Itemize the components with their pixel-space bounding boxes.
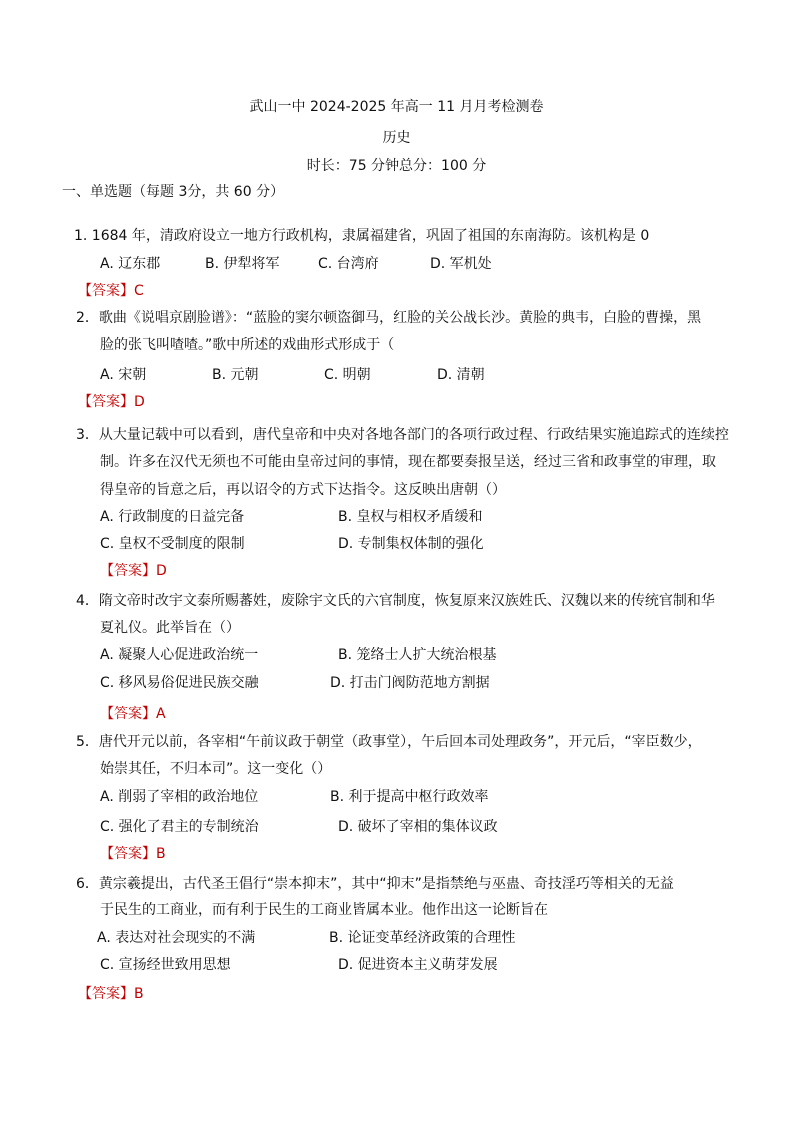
answer-line [100,561,167,581]
answer-value: C [134,283,144,299]
question-stem-line: 2．歌曲《说唱京剧脸谱》：“蓝脸的窦尔顿盗御马，红脸的关公战长沙。黄脸的典韦，白脸的曹操，黑 [76,310,702,326]
option-b: B. 利于提高中枢行政效率 [330,789,489,805]
answer-label: 【答案】 [100,706,156,722]
answer-label: 【答案】 [78,394,134,410]
option-d: D. 军机处 [430,256,492,272]
option-b: B. 皇权与相权矛盾缓和 [338,509,483,525]
answer-value: D [156,563,167,579]
question-stem-line: 4．隋文帝时改宇文泰所赐蕃姓，废除宇文氏的六官制度，恢复原来汉族姓氏、汉魏以来的传统官制和华 [76,593,715,609]
option-a: A. 表达对社会现实的不满 [97,930,256,946]
answer-label: 【答案】 [100,563,156,579]
answer-value: B [156,846,166,862]
option-a: A. 行政制度的日益完备 [100,509,245,525]
exam-meta: 时长：75 分钟总分：100 分 [306,158,487,174]
question-stem-line: 5．唐代开元以前，各宰相“午前议政于朝堂（政事堂），午后回本司处理政务”，开元后，“宰臣数少， [76,734,702,750]
option-c: C. 移风易俗促进民族交融 [100,675,259,691]
answer-value: B [134,986,144,1002]
option-c: C. 宣扬经世致用思想 [100,957,231,973]
answer-line [78,984,144,1004]
option-d: D. 促进资本主义萌芽发展 [338,957,498,973]
answer-label: 【答案】 [78,986,134,1002]
option-d: D. 打击门阀防范地方割据 [330,675,490,691]
answer-value: A [156,706,166,722]
question-stem-line: 于民生的工商业，而有利于民生的工商业皆属本业。他作出这一论断旨在 [100,902,548,918]
answer-line [100,704,166,724]
option-b: B. 论证变革经济政策的合理性 [329,930,516,946]
subject-title: 历史 [382,130,411,146]
option-b: B. 伊犁将军 [205,256,280,272]
option-c: C. 强化了君主的专制统治 [100,819,259,835]
exam-title: 武山一中 2024-2025 年高一 11 月月考检测卷 [249,99,544,115]
option-a: A. 凝聚人心促进政治统一 [100,647,259,663]
question-stem-line: 6．黄宗羲提出，古代圣王倡行“崇本抑末”，其中“抑末”是指禁绝与巫蛊、奇技淫巧等相关的无益 [76,876,674,892]
question-stem-line: 脸的张飞叫喳喳。”歌中所述的戏曲形式形成于（ [100,337,395,353]
option-d: D. 专制集权体制的强化 [338,536,484,552]
option-b: B. 笼络士人扩大统治根基 [338,647,497,663]
option-c: C. 台湾府 [318,256,379,272]
question-stem-line: 始崇其任，不归本司”。这一变化（） [100,761,332,777]
question-stem-line: 得皇帝的旨意之后，再以诏令的方式下达指令。这反映出唐朝（） [100,482,506,498]
section-heading: 一、单选题（每题 3分，共 60 分） [62,184,285,200]
option-b: B. 元朝 [212,367,259,383]
answer-label: 【答案】 [100,846,156,862]
answer-value: D [134,394,145,410]
option-c: C. 明朝 [324,367,371,383]
answer-label: 【答案】 [78,283,134,299]
option-d: D. 清朝 [437,367,485,383]
answer-line [78,281,144,301]
option-d: D. 破坏了宰相的集体议政 [338,819,498,835]
question-stem-line: 3．从大量记载中可以看到，唐代皇帝和中央对各地各部门的各项行政过程、行政结果实施追踪式的连续控 [76,427,729,443]
option-c: C. 皇权不受制度的限制 [100,536,245,552]
answer-line [100,844,166,864]
question-stem-line: 夏礼仪。此举旨在（） [100,620,240,636]
question-stem-line: 制。许多在汉代无须也不可能由皇帝过问的事情，现在都要奏报呈送，经过三省和政事堂的审理，取 [100,454,716,470]
option-a: A. 辽东郡 [100,256,161,272]
option-a: A. 削弱了宰相的政治地位 [100,789,259,805]
option-a: A. 宋朝 [100,367,147,383]
answer-line [78,392,145,412]
question-stem-line: 1. 1684 年，清政府设立一地方行政机构，隶属福建省，巩固了祖国的东南海防。该机构是 0 [74,228,650,244]
